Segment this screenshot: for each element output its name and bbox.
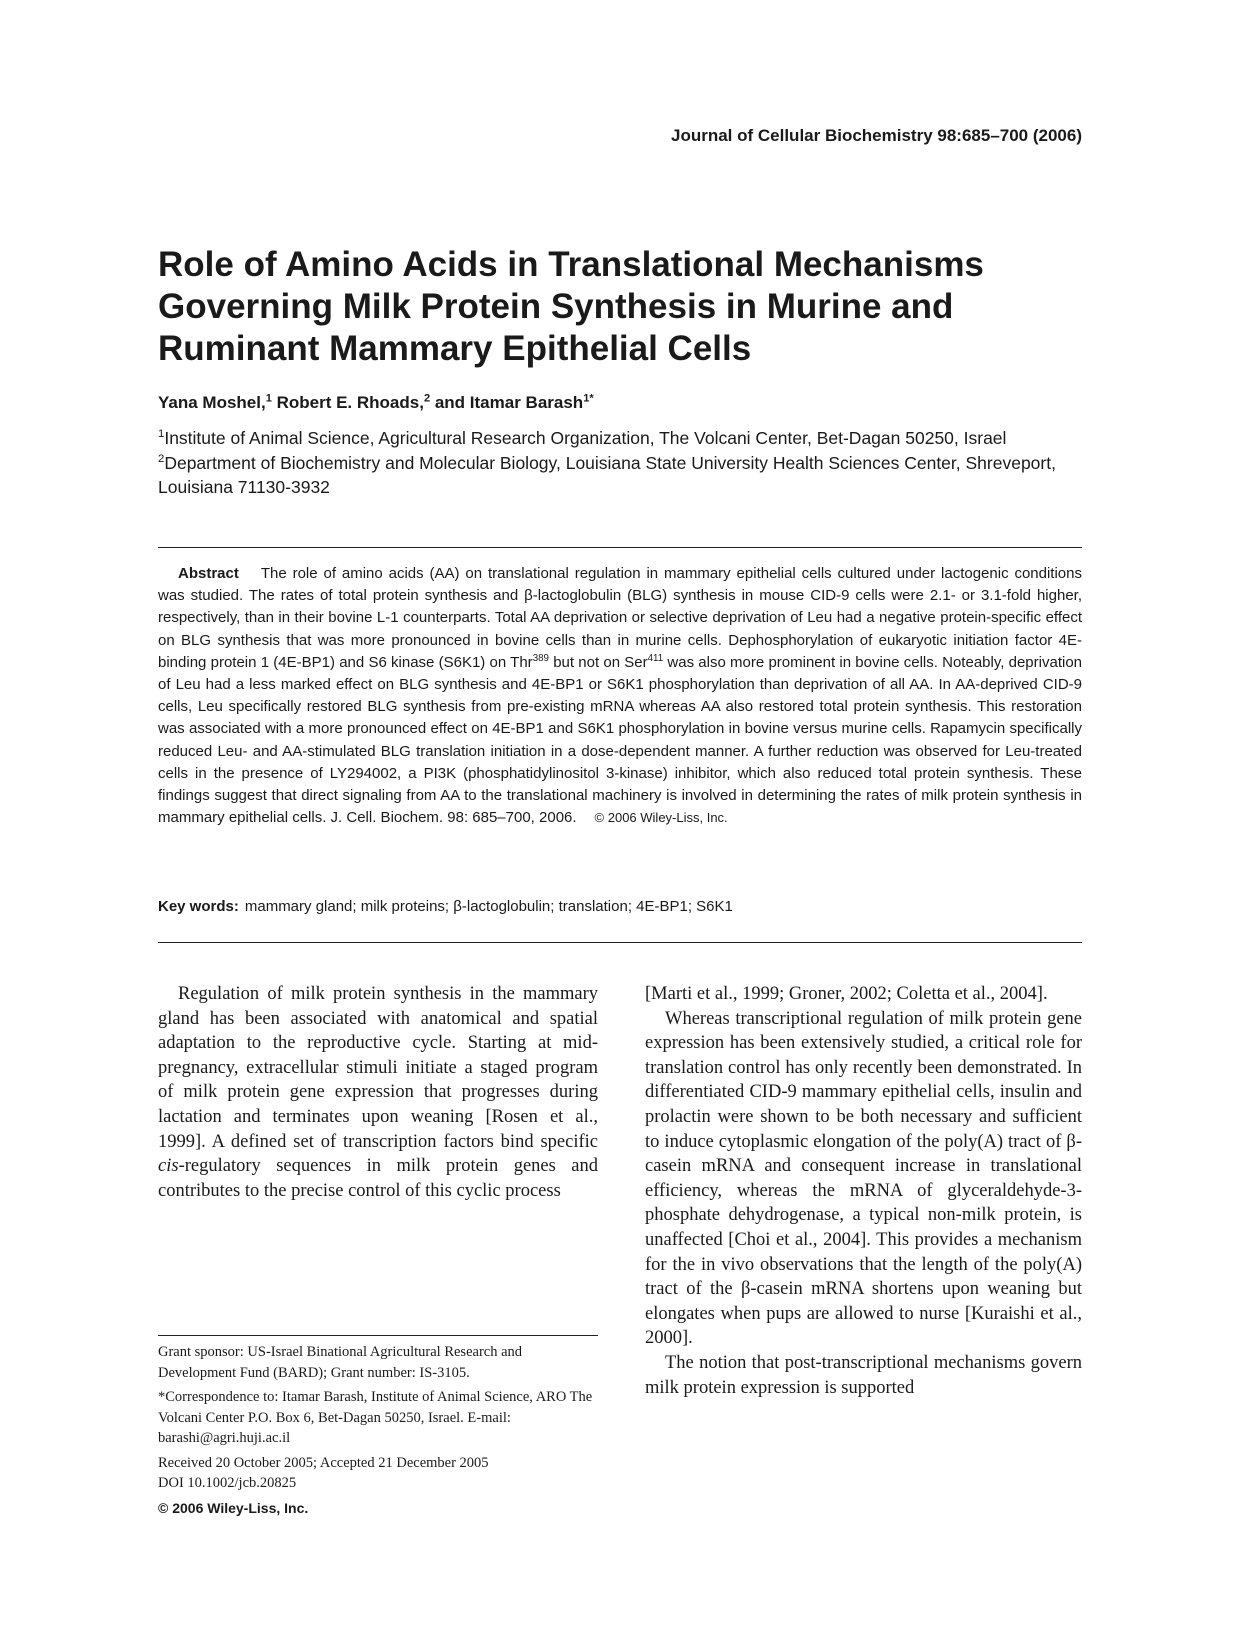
- author-name: Robert E. Rhoads,: [276, 393, 424, 412]
- body-column-right: [645, 982, 1082, 1400]
- footnote-received: Received 20 October 2005; Accepted 21 December 2005: [158, 1454, 489, 1471]
- keywords-text: mammary gland; milk proteins; β-lactoglobulin; translation; 4E-BP1; S6K1: [244, 898, 733, 915]
- keywords-label: Key words:: [158, 898, 239, 915]
- body-paragraph: Whereas transcriptional regulation of milk protein gene expression has been extensively studied, a critical role for translation control has only recently been demonstrated. In differentiated CID-9 mammary epithelial cells, insulin and prolactin were shown to be both necessary and sufficient to induce cytoplasmic elongation of the poly(A) tract of β-casein mRNA and consequent increase in translational efficiency, whereas the mRNA of glyceraldehyde-3-phosphate dehydrogenase, a typical non-milk protein, is unaffected [Choi et al., 2004]. This provides a mechanism for the in vivo observations that the length of the poly(A) tract of the β-casein mRNA shortens upon weaning but elongates when pups are allowed to nurse [Kuraishi et al., 2000].: [645, 1008, 1082, 1349]
- affiliation-text: Department of Biochemistry and Molecular Biology, Louisiana State University Health Sciences Center, Shreveport, Louisiana 71130-3932: [158, 452, 1056, 497]
- footnote-correspondence: *Correspondence to: Itamar Barash, Institute of Animal Science, ARO The Volcani Center P.O. Box 6, Bet-Dagan 50250, Israel. E-mail: barashi@agri.huji.ac.il: [158, 1389, 593, 1446]
- footnotes: [158, 1342, 598, 1522]
- abstract: [158, 563, 1082, 829]
- body-text-italic: cis: [158, 1156, 179, 1177]
- body-text: Regulation of milk protein synthesis in the mammary gland has been associated with anatomical and spatial adaptation to the reproductive cycle. Starting at mid-pregnancy, extracellular stimuli initiate a staged program of milk protein gene expression that progresses during lactation and terminates upon weaning [Rosen et al., 1999]. A defined set of transcription factors bind specific: [158, 984, 598, 1152]
- affiliation-mark: 2: [158, 452, 165, 465]
- affiliation-2: [158, 451, 1088, 500]
- footnote-doi: DOI 10.1002/jcb.20825: [158, 1475, 297, 1491]
- body-column-left: [158, 982, 598, 1203]
- footnote-divider: [158, 1335, 598, 1336]
- abstract-text: but not on Ser: [548, 653, 648, 671]
- abstract-copyright: © 2006 Wiley-Liss, Inc.: [594, 810, 728, 826]
- abstract-text: The role of amino acids (AA) on translational regulation in mammary epithelial cells cultured under lactogenic conditions was studied. The rates of total protein synthesis and β-lactoglobulin (BLG) synthesis in mouse CID-9 cells were 2.1- or 3.1-fold higher, respectively, than in their bovine L-1 counterparts. Total AA deprivation or selective deprivation of Leu had a negative protein-specific effect on BLG synthesis that was more pronounced in bovine cells than in murine cells. Dephosphorylation of eukaryotic initiation factor 4E-binding protein 1 (4E-BP1) and S6 kinase (S6K1) on Thr: [158, 565, 1082, 671]
- body-text: -regulatory sequences in milk protein genes and contributes to the precise control of this cyclic process: [158, 1156, 598, 1201]
- abstract-superscript: 411: [647, 652, 664, 664]
- footnote-copyright: © 2006 Wiley-Liss, Inc.: [158, 1499, 309, 1516]
- affiliation-1: [158, 426, 1088, 451]
- divider-top: [158, 547, 1082, 548]
- author-affiliation-mark: 1*: [583, 392, 594, 405]
- affiliation-text: Institute of Animal Science, Agricultural Research Organization, The Volcani Center, Bet-Dagan 50250, Israel: [164, 428, 1007, 448]
- body-paragraph: [Marti et al., 1999; Groner, 2002; Coletta et al., 2004].: [645, 984, 1048, 1004]
- divider-bottom: [158, 942, 1082, 943]
- keywords: [158, 898, 1082, 915]
- journal-citation: Journal of Cellular Biochemistry 98:685–700 (2006): [670, 126, 1082, 145]
- body-paragraph: The notion that post-transcriptional mechanisms govern milk protein expression is supported: [645, 1352, 1082, 1398]
- abstract-label: Abstract: [178, 565, 239, 582]
- body-paragraph: [158, 982, 598, 1203]
- footnote-grant: Grant sponsor: US-Israel Binational Agricultural Research and Development Fund (BARD); Grant number: IS-3105.: [158, 1344, 523, 1381]
- abstract-superscript: 389: [532, 652, 549, 664]
- affiliations: [158, 426, 1088, 500]
- author-affiliation-mark: 1: [265, 392, 272, 405]
- affiliation-mark: 1: [158, 428, 165, 441]
- author-list: [158, 393, 1058, 413]
- abstract-text: was also more prominent in bovine cells. Noteably, deprivation of Leu had a less marked effect on BLG synthesis and 4E-BP1 or S6K1 phosphorylation than deprivation of all AA. In AA-deprived CID-9 cells, Leu specifically restored BLG synthesis from pre-existing mRNA whereas AA also restored total protein synthesis. This restoration was associated with a more pronounced effect on 4E-BP1 and S6K1 phosphorylation in bovine versus murine cells. Rapamycin specifically reduced Leu- and AA-stimulated BLG translation initiation in a dose-dependent manner. A further reduction was observed for Leu-treated cells in the presence of LY294002, a PI3K (phosphatidylinositol 3-kinase) inhibitor, which also reduced total protein synthesis. These findings suggest that direct signaling from AA to the translational machinery is involved in determining the rates of milk protein synthesis in mammary epithelial cells. J. Cell. Biochem. 98: 685–700, 2006.: [158, 653, 1083, 827]
- author-affiliation-mark: 2: [423, 392, 431, 405]
- author-name: Yana Moshel,: [158, 393, 266, 412]
- article-title: Role of Amino Acids in Translational Mechanisms Governing Milk Protein Synthesis in Murine and Ruminant Mammary Epithelial Cells: [158, 245, 984, 368]
- author-name: and Itamar Barash: [434, 393, 584, 412]
